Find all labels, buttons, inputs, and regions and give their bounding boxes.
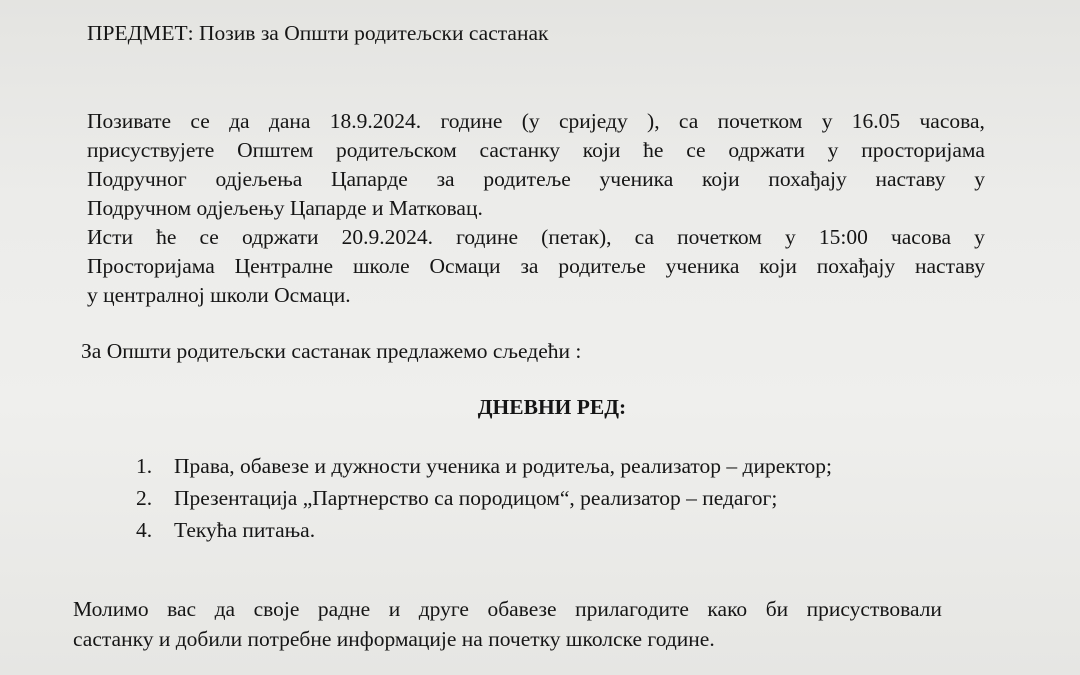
word: обавезе xyxy=(487,597,557,621)
word: 15:00 xyxy=(818,225,868,249)
word: почетком xyxy=(717,109,803,133)
paragraph1-line-1 xyxy=(87,107,985,136)
word: прилагодите xyxy=(575,597,689,621)
word: који xyxy=(702,167,740,191)
word: дана xyxy=(268,109,311,133)
word: и xyxy=(388,597,401,621)
word: Подручног xyxy=(87,167,187,191)
closing-line-1 xyxy=(73,595,942,624)
agenda-item-number: 4. xyxy=(136,518,153,542)
word: почетком xyxy=(677,225,762,249)
word: просторијама xyxy=(861,138,985,162)
word: у xyxy=(827,138,839,162)
word: састанку xyxy=(479,138,561,162)
word: Централне xyxy=(234,254,334,278)
paragraph2-line-1 xyxy=(87,223,985,252)
word: који xyxy=(759,254,797,278)
word: би xyxy=(765,597,789,621)
word: како xyxy=(707,597,748,621)
word: одржати xyxy=(241,225,319,249)
word: са xyxy=(634,225,655,249)
agenda-intro: За Општи родитељски састанак предлажемо сљедећи : xyxy=(81,339,582,363)
word: ће xyxy=(156,225,177,249)
word: наставу xyxy=(915,254,985,278)
word: друге xyxy=(418,597,469,621)
word: 18.9.2024. xyxy=(329,109,422,133)
word: у xyxy=(974,225,985,249)
word: се xyxy=(199,225,219,249)
word: радне xyxy=(317,597,371,621)
agenda-heading: ДНЕВНИ РЕД: xyxy=(477,395,627,419)
word: часова, xyxy=(919,109,985,133)
paragraph2-line-2 xyxy=(87,252,985,281)
word: Позивате xyxy=(87,109,172,133)
word: 16.05 xyxy=(851,109,901,133)
word: у xyxy=(821,109,833,133)
word: (у xyxy=(521,109,540,133)
closing-line-2: састанку и добили потребне информације на почетку школске године. xyxy=(73,627,715,651)
word: часова xyxy=(890,225,952,249)
agenda-item-number: 2. xyxy=(136,486,153,510)
word: да xyxy=(229,109,250,133)
word: ученика xyxy=(665,254,740,278)
word: који xyxy=(582,138,621,162)
word: присуствовали xyxy=(806,597,942,621)
word: се xyxy=(686,138,706,162)
word: Исти xyxy=(87,225,133,249)
paragraph1-line-4: Подручном одјељењу Цапарде и Матковац. xyxy=(87,196,483,220)
word: вас xyxy=(167,597,197,621)
word: родитеље xyxy=(558,254,646,278)
word: године xyxy=(456,225,519,249)
word: одржати xyxy=(728,138,805,162)
word: похађају xyxy=(768,167,847,191)
agenda-list xyxy=(136,450,832,546)
agenda-item-text: Презентација „Партнерство са породицом“, реализатор – педагог; xyxy=(174,486,778,510)
word: присуствујете xyxy=(87,138,215,162)
word: се xyxy=(190,109,210,133)
word: своје xyxy=(253,597,300,621)
word: Просторијама xyxy=(87,254,215,278)
word: са xyxy=(678,109,699,133)
paragraph1-line-2 xyxy=(87,136,985,165)
word: Осмаци xyxy=(429,254,501,278)
word: родитеље xyxy=(483,167,571,191)
word: наставу xyxy=(875,167,946,191)
word: године xyxy=(440,109,503,133)
agenda-item xyxy=(136,482,832,514)
word: у xyxy=(974,167,985,191)
word: (петак), xyxy=(541,225,612,249)
word: родитељском xyxy=(336,138,457,162)
word: похађају xyxy=(816,254,896,278)
paragraph2-line-3: у централној школи Осмаци. xyxy=(87,283,351,307)
agenda-item-text: Текућа питања. xyxy=(174,518,316,542)
word: за xyxy=(436,167,455,191)
word: сриједу xyxy=(558,109,628,133)
agenda-item xyxy=(136,450,832,482)
agenda-item-text: Права, обавезе и дужности ученика и родитеља, реализатор – директор; xyxy=(174,454,833,478)
word: ће xyxy=(643,138,664,162)
word: одјељења xyxy=(215,167,303,191)
word: Општем xyxy=(237,138,314,162)
paragraph1-line-3 xyxy=(87,165,985,194)
subject-line: ПРЕДМЕТ: Позив за Општи родитељски састанак xyxy=(87,21,549,45)
word: за xyxy=(520,254,539,278)
agenda-item xyxy=(136,514,832,546)
agenda-item-number: 1. xyxy=(136,454,153,478)
word: у xyxy=(785,225,796,249)
word: Цапарде xyxy=(331,167,408,191)
word: да xyxy=(214,597,236,621)
word: ученика xyxy=(599,167,674,191)
word: школе xyxy=(352,254,410,278)
word: 20.9.2024. xyxy=(341,225,434,249)
word: Молимо xyxy=(73,597,149,621)
word: ), xyxy=(647,109,660,133)
